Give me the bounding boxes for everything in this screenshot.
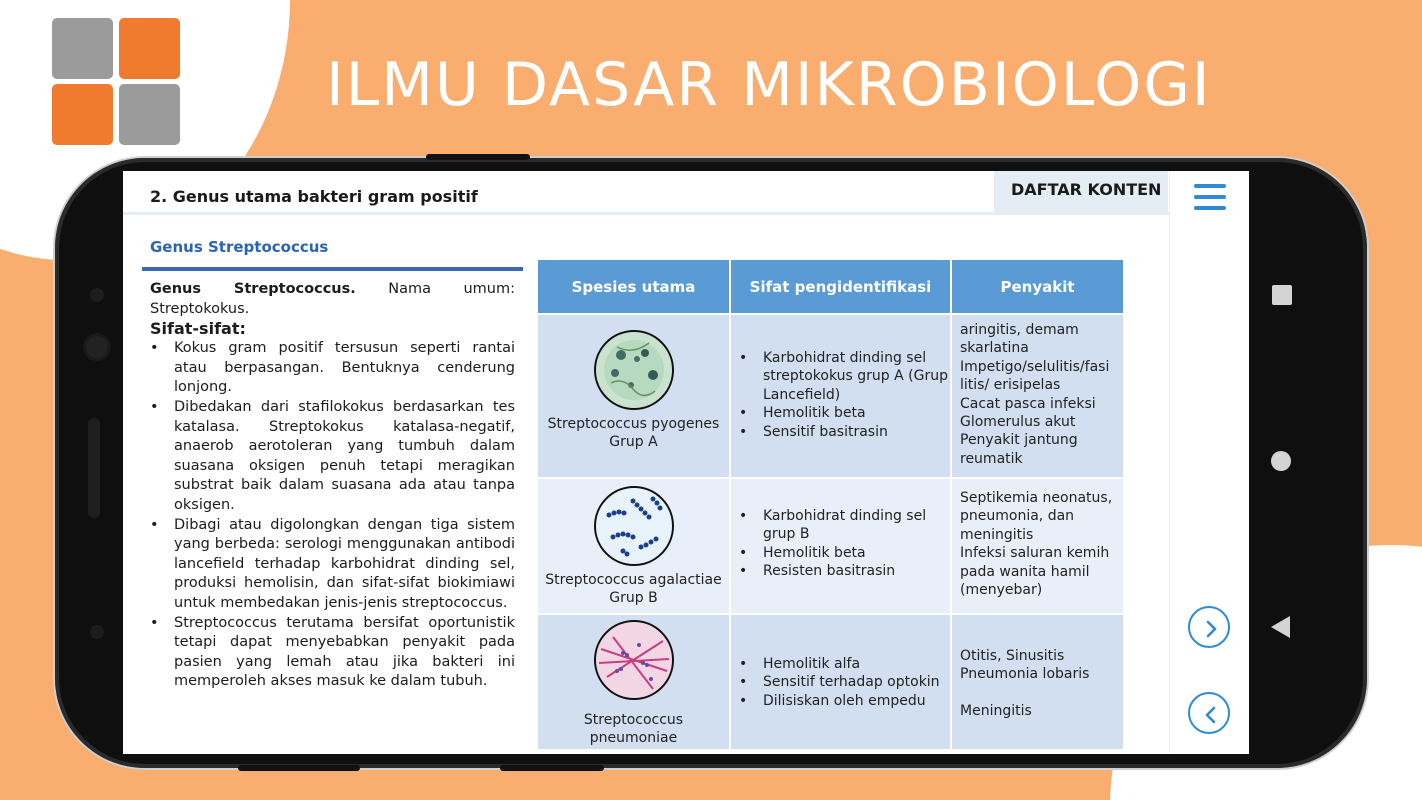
- subheading: Sifat-sifat:: [150, 319, 246, 339]
- chevron-left-icon: [1199, 703, 1223, 727]
- micrograph-image: [593, 329, 675, 411]
- table-row: [538, 613, 1123, 749]
- list-item: • Hemolitik alfa: [739, 655, 950, 673]
- lead-bold: Genus Streptococcus.: [150, 281, 356, 297]
- properties-cell: [731, 479, 952, 613]
- column-header: Spesies utama: [538, 260, 731, 313]
- phone-side-button: [426, 154, 530, 160]
- species-name: Streptococcus agalactiae: [545, 572, 722, 588]
- properties-cell: [731, 315, 952, 477]
- disease-text: Septikemia neonatus, pneumonia, dan meningitis: [960, 490, 1113, 543]
- body-text: [150, 280, 515, 692]
- species-cell: [538, 615, 731, 749]
- back-button[interactable]: [1271, 616, 1290, 638]
- list-item: • Hemolitik beta: [739, 544, 950, 562]
- species-group: pneumoniae: [589, 730, 678, 747]
- app-logo: [52, 18, 182, 148]
- home-button[interactable]: [1271, 451, 1291, 471]
- list-item: • Karbohidrat dinding sel grup B: [739, 507, 950, 544]
- species-group: Grup B: [609, 590, 658, 607]
- column-header: Penyakit: [1000, 277, 1075, 296]
- list-item: • Karbohidrat dinding sel streptokokus grup A (Grup Lancefield): [739, 349, 950, 404]
- disease-text: Infeksi saluran kemih pada wanita hamil (menyebar): [960, 545, 1110, 599]
- recent-apps-button[interactable]: [1272, 285, 1292, 305]
- species-name: Streptococcus: [583, 712, 684, 728]
- prev-page-button[interactable]: [1188, 692, 1230, 734]
- divider: [142, 267, 523, 271]
- lead-rest: Nama umum: Streptokokus.: [150, 281, 515, 317]
- list-item: • Dibedakan dari stafilokokus berdasarkan tes katalasa. Streptokokus katalasa-negatif, anaerob aerotoleran yang tumbuh dalam suasana oksigen penuh tetapi meragikan substrat baik dalam suasana ada atau tanpa oksigen.: [150, 398, 515, 516]
- list-item: • Dibagi atau digolongkan dengan tiga sistem yang berbeda: serologi menggunakan antibodi lancefield terhadap karbohidrat dinding sel, produksi hemolisin, dan sifat-sifat biokimiawi untuk membedakan jenis-jenis streptococcus.: [150, 516, 515, 614]
- app-title: ILMU DASAR MIKROBIOLOGI: [326, 50, 1212, 120]
- diseases-cell: [952, 479, 1123, 613]
- next-page-button[interactable]: [1188, 606, 1230, 648]
- list-item: • Sensitif terhadap optokin: [739, 673, 950, 691]
- list-item: • Sensitif basitrasin: [739, 423, 950, 441]
- species-table: [538, 260, 1123, 749]
- phone-side-button: [500, 765, 604, 771]
- disease-text: Penyakit jantung reumatik: [960, 432, 1078, 467]
- hamburger-icon[interactable]: [1194, 184, 1226, 210]
- micrograph-image: [593, 485, 675, 567]
- disease-text: Meningitis: [960, 703, 1032, 720]
- toc-button[interactable]: DAFTAR KONTEN: [994, 171, 1168, 215]
- genus-heading: Genus Streptococcus: [150, 238, 329, 256]
- disease-text: Pneumonia lobaris: [960, 666, 1090, 683]
- phone-side-button: [238, 765, 360, 771]
- disease-text: Cacat pasca infeksi: [960, 395, 1096, 412]
- list-item: • Dilisiskan oleh empedu: [739, 692, 950, 710]
- properties-cell: [731, 615, 952, 749]
- lead-paragraph: [150, 280, 515, 319]
- disease-text: aringitis, demam skarlatina: [960, 322, 1079, 357]
- logo-square: [52, 18, 113, 79]
- species-group: Grup A: [609, 434, 658, 451]
- list-item: • Kokus gram positif tersusun seperti rantai atau berpasangan. Bentuknya cenderung lonjong.: [150, 339, 515, 398]
- species-cell: [538, 315, 731, 477]
- properties-list: [150, 339, 515, 692]
- species-name: Streptococcus pyogenes: [547, 416, 720, 432]
- app-screen: [123, 171, 1249, 754]
- table-header: [538, 260, 1123, 313]
- sensor: [90, 288, 104, 302]
- disease-text: Impetigo/selulitis/fasi litis/ erisipelas: [960, 358, 1110, 394]
- chevron-right-icon: [1199, 617, 1223, 641]
- disease-text: Otitis, Sinusitis: [960, 648, 1065, 664]
- speaker: [88, 418, 100, 518]
- species-cell: [538, 479, 731, 613]
- section-title: 2. Genus utama bakteri gram positif: [150, 187, 478, 206]
- disease-text: [960, 684, 1117, 702]
- side-panel: [1169, 171, 1249, 754]
- micrograph-image: [593, 619, 675, 701]
- diseases-cell: [952, 315, 1123, 477]
- column-header: Sifat pengidentifikasi: [731, 260, 952, 313]
- diseases-cell: [952, 615, 1123, 749]
- sensor: [90, 625, 104, 639]
- disease-text: Glomerulus akut: [960, 414, 1076, 431]
- logo-square: [119, 84, 180, 145]
- logo-square: [119, 18, 180, 79]
- list-item: • Resisten basitrasin: [739, 562, 950, 580]
- list-item: • Streptococcus terutama bersifat oportunistik tetapi dapat menyebabkan penyakit pada pasien yang lemah atau jika bakteri ini memperoleh akses masuk ke dalam tubuh.: [150, 614, 515, 692]
- list-item: • Hemolitik beta: [739, 404, 950, 422]
- logo-square: [52, 84, 113, 145]
- table-row: [538, 477, 1123, 613]
- camera: [86, 336, 108, 358]
- table-row: [538, 313, 1123, 477]
